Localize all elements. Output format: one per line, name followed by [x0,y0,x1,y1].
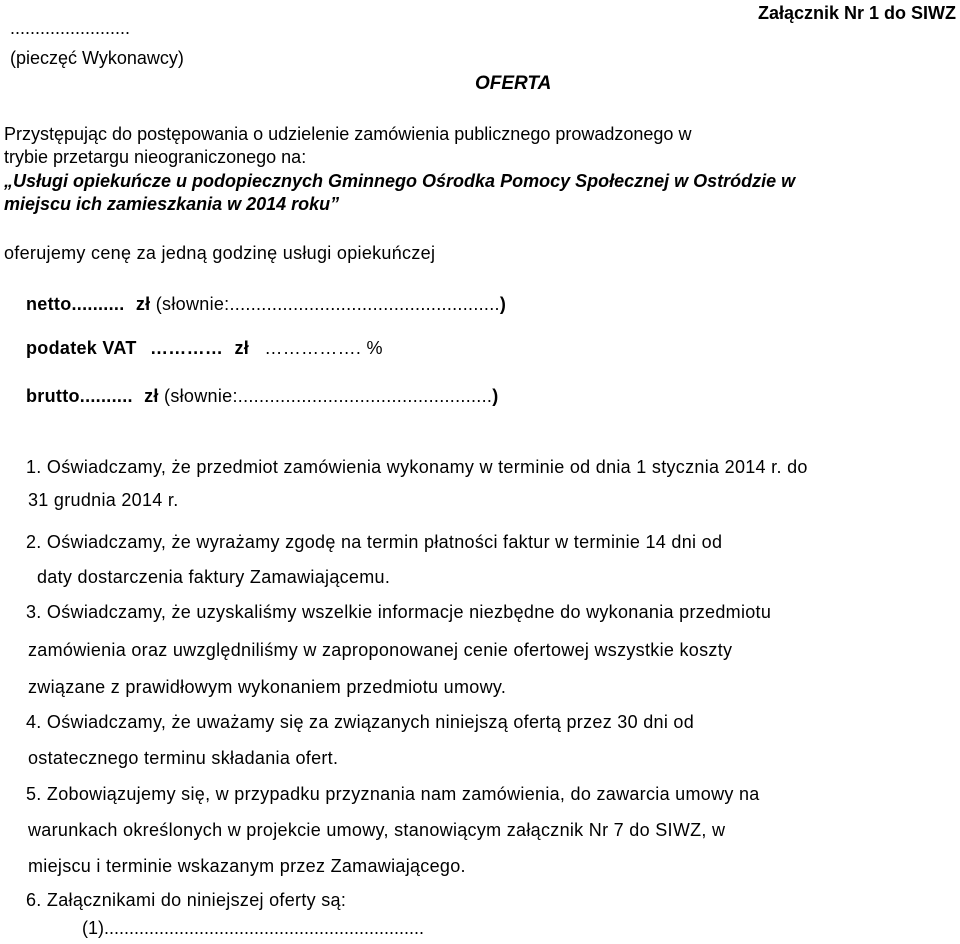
netto-row [26,294,506,315]
statement-4-line-2: ostatecznego terminu składania ofert. [28,748,339,768]
statement-3-line-2: zamówienia oraz uwzględniliśmy w zaproponowanej cenie ofertowej wszystkie koszty [28,640,733,660]
netto-words-open: (słownie: [155,294,230,314]
stamp-dots: ........................ [10,18,131,38]
netto-words-close: ) [499,294,507,314]
annex-label: Załącznik Nr 1 do SIWZ [757,3,956,23]
vat-currency: zł [234,338,250,358]
brutto-row [26,386,499,407]
offer-line: oferujemy cenę za jedną godzinę usługi opiekuńczej [4,243,436,263]
netto-dots: .......... [71,294,125,314]
statement-5-line-3: miejscu i terminie wskazanym przez Zamawiającego. [28,856,466,876]
page-title: OFERTA [475,73,552,94]
statement-2-line-2: daty dostarczenia faktury Zamawiającemu. [37,567,391,587]
vat-label: podatek VAT [26,338,137,358]
netto-currency: zł [135,294,151,314]
statement-5-line-2: warunkach określonych w projekcie umowy, stanowiącym załącznik Nr 7 do SIWZ, w [28,820,726,840]
brutto-words-dots: ................................................ [237,386,493,406]
statement-3-line-3: związane z prawidłowym wykonaniem przedmiotu umowy. [28,677,507,697]
brutto-words-close: ) [492,386,499,406]
vat-percent: % [366,338,383,358]
brutto-label: brutto [26,386,80,406]
vat-rate-dots: ……………. [264,338,362,358]
statement-1-line-2: 31 grudnia 2014 r. [28,490,179,510]
vat-dots: ………… [149,338,224,358]
intro-line-1: Przystępując do postępowania o udzielenie zamówienia publicznego prowadzonego w [4,124,692,144]
brutto-words-open: (słownie: [164,386,238,406]
statement-1-line-1: 1. Oświadczamy, że przedmiot zamówienia wykonamy w terminie od dnia 1 stycznia 2014 r. do [26,457,808,477]
statement-5-line-1: 5. Zobowiązujemy się, w przypadku przyznania nam zamówienia, do zawarcia umowy na [26,784,760,804]
brutto-currency: zł [144,386,159,406]
vat-row [26,338,383,359]
statement-3-line-1: 3. Oświadczamy, że uzyskaliśmy wszelkie informacje niezbędne do wykonania przedmiotu [26,602,772,622]
attachment-item-1: (1)................................................................ [82,918,425,938]
statement-4-line-1: 4. Oświadczamy, że uważamy się za związanych niniejszą ofertą przez 30 dni od [26,712,695,732]
brutto-dots: .......... [79,386,133,406]
intro-line-2: trybie przetargu nieograniczonego na: [4,147,307,167]
statement-2-line-1: 2. Oświadczamy, że wyrażamy zgodę na termin płatności faktur w terminie 14 dni od [26,532,723,552]
subject-line-2: miejscu ich zamieszkania w 2014 roku” [4,194,340,214]
statement-6-line-1: 6. Załącznikami do niniejszej oferty są: [26,890,347,910]
netto-words-dots: ................................................... [229,294,500,314]
subject-line-1: „Usługi opiekuńcze u podopiecznych Gminnego Ośrodka Pomocy Społecznej w Ostródzie w [4,171,796,191]
stamp-label: (pieczęć Wykonawcy) [10,48,184,68]
netto-label: netto [26,294,72,314]
